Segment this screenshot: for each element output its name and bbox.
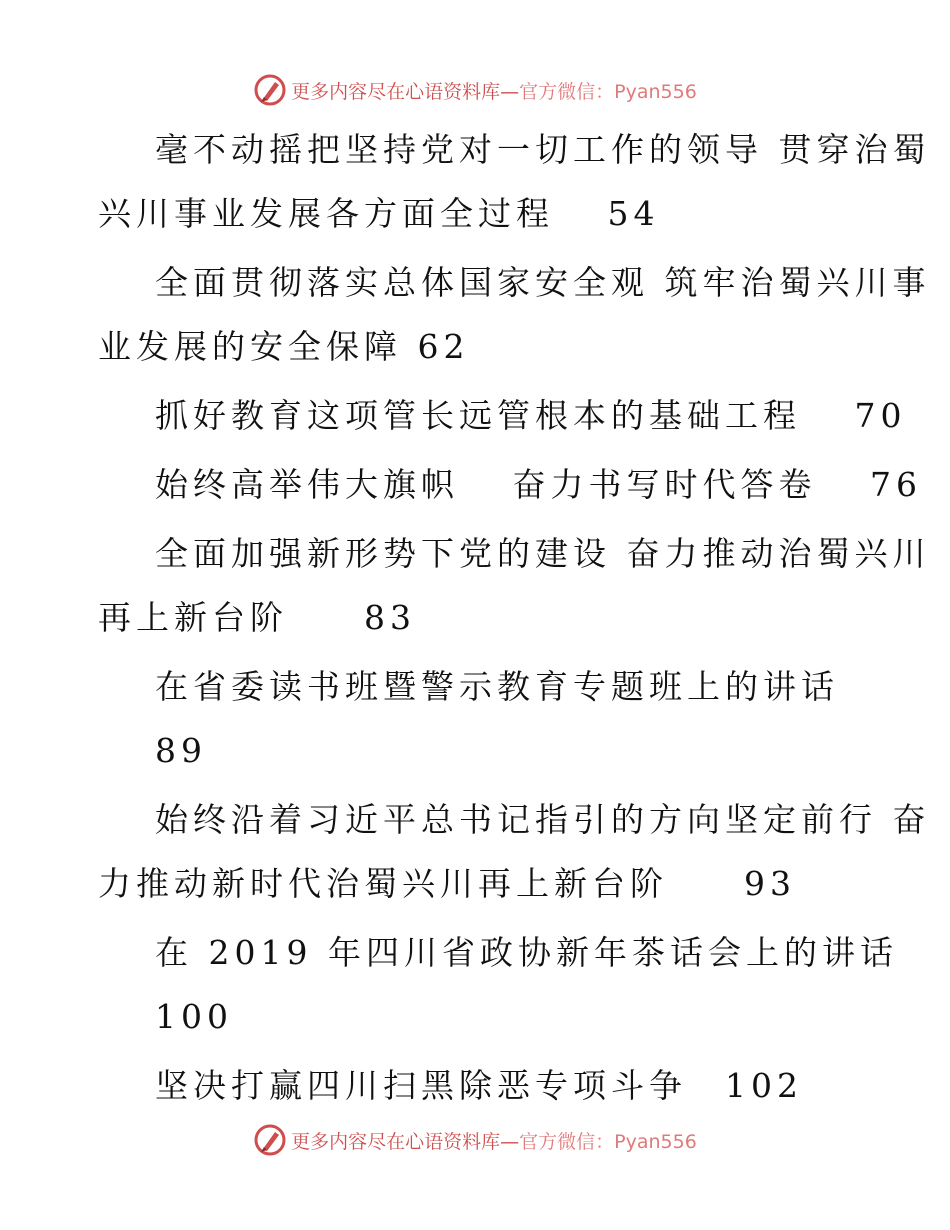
toc-entry-line: 坚决打赢四川扫黑除恶专项斗争 102 xyxy=(155,1066,803,1105)
toc-entry[interactable] xyxy=(98,1054,858,1118)
watermark-text xyxy=(291,77,697,104)
toc-entry[interactable] xyxy=(98,655,858,783)
toc-entry[interactable] xyxy=(98,522,931,650)
watermark-slogan: 更多内容尽在心语资料库 xyxy=(291,1130,501,1153)
toc-entry-line: 业发展的安全保障 62 xyxy=(98,327,470,366)
watermark-wechat: 官方微信：Pyan556 xyxy=(519,1130,697,1153)
pen-circle-logo-icon xyxy=(253,1123,287,1157)
toc-entry[interactable] xyxy=(98,453,922,517)
toc-entry-line: 抓好教育这项管长远管根本的基础工程 70 xyxy=(155,396,907,435)
toc-entry-line: 始终高举伟大旗帜 奋力书写时代答卷 76 xyxy=(155,465,922,504)
table-of-contents xyxy=(98,118,931,1118)
toc-entry[interactable] xyxy=(98,788,931,916)
toc-entry-line: 始终沿着习近平总书记指引的方向坚定前行 奋 xyxy=(155,800,931,839)
watermark-dash: — xyxy=(500,1130,520,1153)
footer-watermark xyxy=(0,1120,950,1160)
toc-entry-page-number: 89 xyxy=(155,731,207,770)
watermark-slogan: 更多内容尽在心语资料库 xyxy=(291,80,501,103)
watermark-text xyxy=(291,1127,697,1154)
header-watermark xyxy=(0,70,950,110)
watermark-wechat: 官方微信：Pyan556 xyxy=(519,80,697,103)
toc-entry[interactable] xyxy=(98,118,931,246)
toc-entry-line: 再上新台阶 83 xyxy=(98,598,416,637)
toc-entry[interactable] xyxy=(98,384,907,448)
pen-circle-logo-icon xyxy=(253,73,287,107)
toc-entry-line: 兴川事业发展各方面全过程 54 xyxy=(98,194,660,233)
toc-entry[interactable] xyxy=(98,251,931,379)
toc-entry-line: 力推动新时代治蜀兴川再上新台阶 93 xyxy=(98,864,796,903)
toc-entry-line: 在 2019 年四川省政协新年茶话会上的讲话 xyxy=(155,933,898,972)
toc-entry-line: 全面贯彻落实总体国家安全观 筑牢治蜀兴川事 xyxy=(155,263,931,302)
toc-entry-line: 毫不动摇把坚持党对一切工作的领导 贯穿治蜀 xyxy=(155,130,931,169)
toc-entry-line: 全面加强新形势下党的建设 奋力推动治蜀兴川 xyxy=(155,534,931,573)
watermark-dash: — xyxy=(500,80,520,103)
toc-entry[interactable] xyxy=(98,921,898,1049)
toc-entry-page-number: 100 xyxy=(155,997,233,1036)
toc-entry-line: 在省委读书班暨警示教育专题班上的讲话 xyxy=(155,667,839,706)
